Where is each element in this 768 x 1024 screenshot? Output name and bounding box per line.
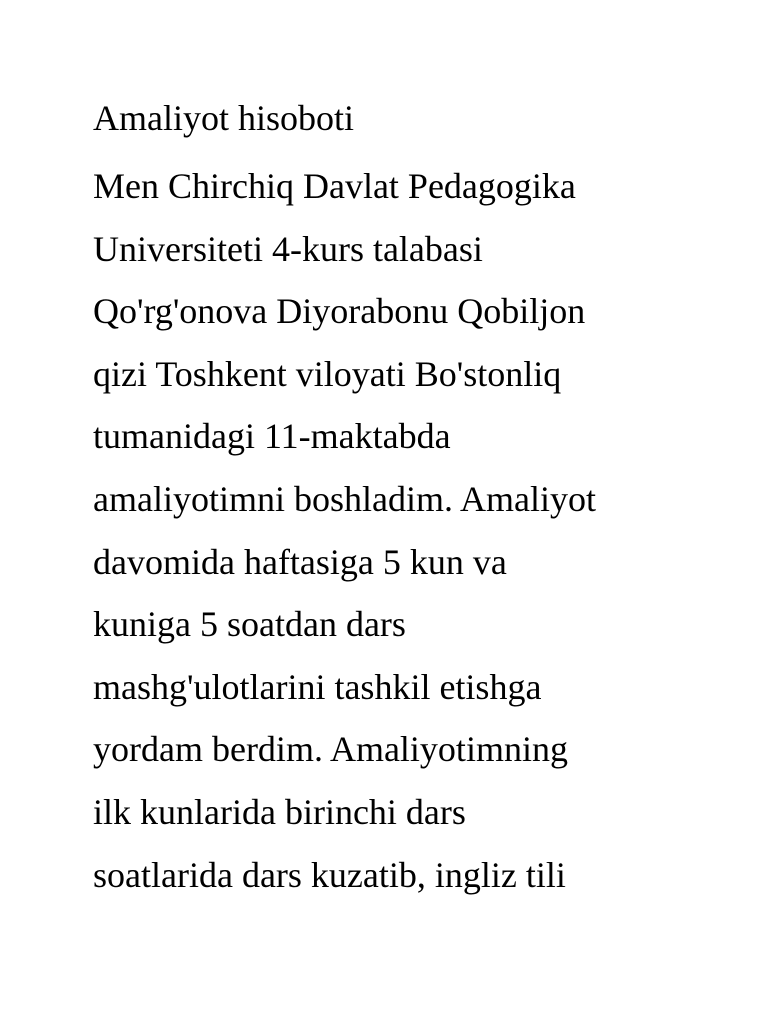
body-line: ilk kunlarida birinchi dars [93, 791, 466, 832]
body-line: amaliyotimni boshladim. Amaliyot [93, 478, 596, 519]
document-title: Amaliyot hisoboti [93, 98, 354, 138]
body-line: Universiteti 4-kurs talabasi [93, 228, 483, 269]
body-line: davomida haftasiga 5 kun va [93, 541, 507, 582]
body-line: soatlarida dars kuzatib, ingliz tili [93, 854, 566, 895]
body-line: qizi Toshkent viloyati Bo'stonliq [93, 353, 562, 394]
body-line: tumanidagi 11-maktabda [93, 416, 451, 457]
body-line: mashg'ulotlarini tashkil etishga [93, 666, 542, 707]
body-line: Qo'rg'onova Diyorabonu Qobiljon [93, 291, 586, 332]
body-line: Men Chirchiq Davlat Pedagogika [93, 166, 576, 206]
body-line: yordam berdim. Amaliyotimning [93, 729, 568, 770]
body-line: kuniga 5 soatdan dars [93, 604, 406, 645]
document-body [93, 155, 596, 906]
